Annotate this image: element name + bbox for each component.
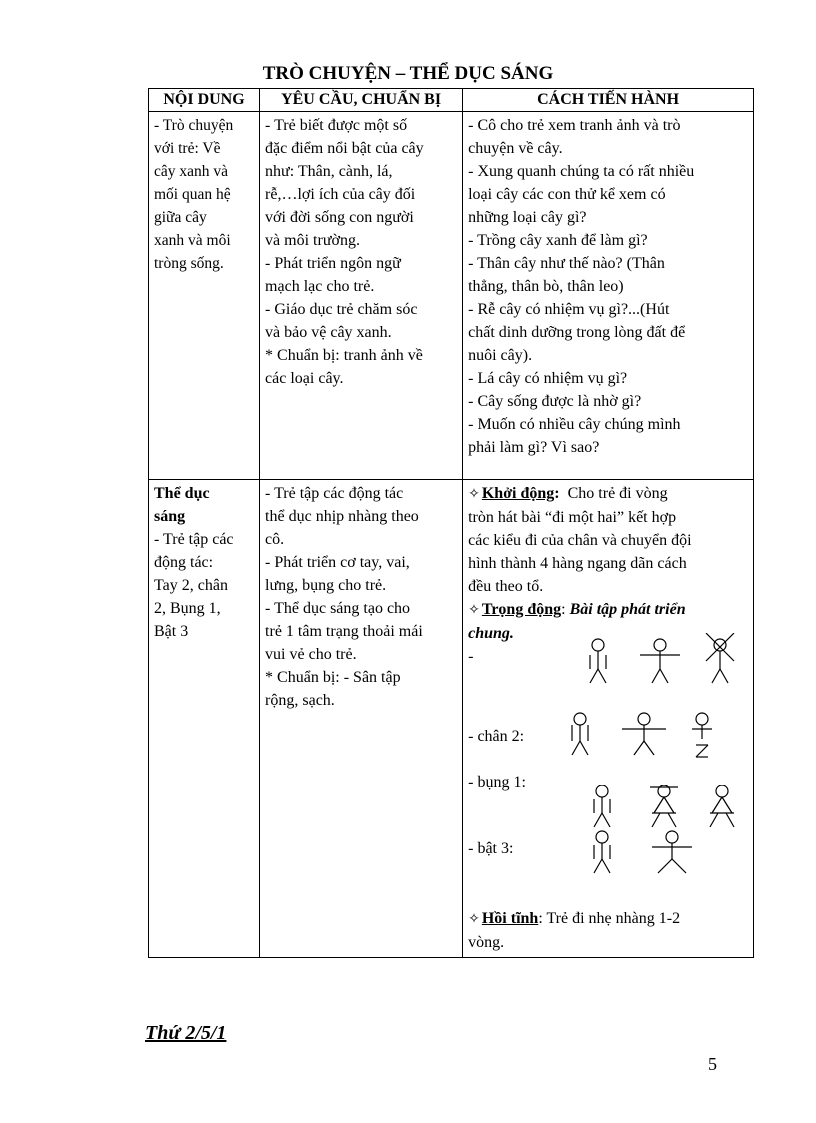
table-row: [149, 112, 754, 480]
text-line: - Trẻ tập các: [154, 531, 234, 548]
text-line: Bật 3: [154, 623, 189, 640]
text-line: Tay 2, chân: [154, 577, 228, 594]
warmup-line: ✧ Khởi động: Cho trẻ đi vòng: [468, 485, 668, 502]
text-line: nuôi cây).: [468, 347, 533, 364]
text-line: - Rễ cây có nhiệm vụ gì?...(Hút: [468, 301, 670, 318]
text-line: loại cây các con thử kể xem có: [468, 186, 666, 203]
text-line: Cho trẻ đi vòng: [567, 485, 668, 502]
row2-requirements: [260, 480, 463, 958]
text-line: trẻ 1 tâm trạng thoải mái: [265, 623, 423, 640]
text-line: 2, Bụng 1,: [154, 600, 221, 617]
text-line: vòng.: [468, 934, 505, 951]
header-content: NỘI DUNG: [149, 89, 260, 112]
text-line: - Phát triển cơ tay, vai,: [265, 554, 410, 571]
text-line: tròng sống.: [154, 255, 224, 272]
cooldown-label: Hồi tĩnh: [481, 910, 539, 927]
text-line: động tác:: [154, 554, 214, 571]
stick-figure-icon: [568, 711, 728, 761]
text-line: đều theo tổ.: [468, 578, 544, 595]
page-title: TRÒ CHUYỆN – THỂ DỤC SÁNG: [262, 63, 554, 84]
exercise-label: -: [468, 648, 474, 665]
exercise-belly: [468, 771, 748, 837]
diamond-cross-icon: ✧: [468, 487, 480, 502]
row2-procedure: [463, 480, 754, 958]
text-line: rộng, sạch.: [265, 692, 335, 709]
row1-content: [149, 112, 260, 480]
text-line: các loại cây.: [265, 370, 344, 387]
exercise-jump: [468, 837, 748, 907]
main-title: Bài tập phát triển: [569, 601, 686, 618]
exercise-leg: [468, 725, 748, 771]
main-title-2: chung.: [468, 625, 514, 642]
text-line: phải làm gì? Vì sao?: [468, 439, 600, 456]
text-line: mối quan hệ: [154, 186, 231, 203]
text-line: * Chuẩn bị: - Sân tập: [265, 669, 401, 686]
text-line: các kiểu đi của chân và chuyển đội: [468, 532, 692, 549]
text-line: - Giáo dục trẻ chăm sóc: [265, 301, 418, 318]
text-line: - Trẻ tập các động tác: [265, 485, 404, 502]
text-line: - Trò chuyện: [154, 117, 234, 134]
text-line: chất dinh dưỡng trong lòng đất để: [468, 324, 686, 341]
header-procedure: CÁCH TIẾN HÀNH: [463, 89, 754, 112]
lesson-table: [148, 88, 754, 958]
text-line: xanh và môi: [154, 232, 231, 249]
table-row: [149, 480, 754, 958]
text-line: - Trồng cây xanh để làm gì?: [468, 232, 648, 249]
warmup-label: Khởi động: [481, 485, 555, 502]
text-line: * Chuẩn bị: tranh ảnh về: [265, 347, 423, 364]
text-line: cây xanh và: [154, 163, 229, 180]
text-line: những loại cây gì?: [468, 209, 587, 226]
exercise-label: - chân 2:: [468, 728, 525, 745]
text-line: thể dục nhịp nhàng theo: [265, 508, 419, 525]
text-line: tròn hát bài “đi một hai” kết hợp: [468, 509, 677, 526]
row2-content: [149, 480, 260, 958]
footer-date: Thứ 2/5/1: [145, 1022, 227, 1044]
row1-procedure: [463, 112, 754, 480]
text-line: chuyện về cây.: [468, 140, 563, 157]
text-line: thẳng, thân bò, thân leo): [468, 278, 624, 295]
text-line: - Trẻ biết được một số: [265, 117, 408, 134]
text-line: - Thân cây như thế nào? (Thân: [468, 255, 665, 272]
text-line: - Cây sống được là nhờ gì?: [468, 393, 642, 410]
main-label: Trọng động: [481, 601, 562, 618]
text-line: với đời sống con người: [265, 209, 414, 226]
table-header-row: [149, 89, 754, 112]
text-line: đặc điểm nổi bật của cây: [265, 140, 424, 157]
diamond-cross-icon: ✧: [468, 603, 480, 618]
diamond-cross-icon: ✧: [468, 912, 480, 927]
text-line: - Cô cho trẻ xem tranh ảnh và trò: [468, 117, 681, 134]
text-line: hình thành 4 hàng ngang dãn cách: [468, 555, 687, 572]
text-line: lưng, bụng cho trẻ.: [265, 577, 387, 594]
text-line: giữa cây: [154, 209, 207, 226]
text-line: cô.: [265, 531, 285, 548]
exercise-label: - bụng 1:: [468, 774, 526, 791]
main-line: ✧ Trọng động: Bài tập phát triển: [468, 601, 686, 618]
stick-figure-icon: [590, 829, 700, 879]
stick-figure-icon: [590, 785, 740, 835]
text-line: - Phát triển ngôn ngữ: [265, 255, 401, 272]
text-line: và môi trường.: [265, 232, 360, 249]
page-number: 5: [708, 1054, 717, 1074]
cooldown-line: ✧ Hồi tĩnh: Trẻ đi nhẹ nhàng 1-2: [468, 910, 681, 927]
text-line: rễ,…lợi ích của cây đối: [265, 186, 416, 203]
text-line: vui vẻ cho trẻ.: [265, 646, 357, 663]
text-line: Thể dục: [154, 485, 210, 502]
text-line: với trẻ: Về: [154, 140, 221, 157]
stick-figure-icon: [588, 633, 748, 693]
text-line: và bảo vệ cây xanh.: [265, 324, 392, 341]
text-line: mạch lạc cho trẻ.: [265, 278, 375, 295]
text-line: - Lá cây có nhiệm vụ gì?: [468, 370, 628, 387]
text-line: như: Thân, cành, lá,: [265, 163, 393, 180]
exercise-label: - bật 3:: [468, 840, 514, 857]
header-requirements: YÊU CẦU, CHUẨN BỊ: [260, 89, 463, 112]
text-line: Trẻ đi nhẹ nhàng 1-2: [546, 910, 681, 927]
row1-requirements: [260, 112, 463, 480]
text-line: - Muốn có nhiều cây chúng mình: [468, 416, 681, 433]
text-line: - Thể dục sáng tạo cho: [265, 600, 411, 617]
text-line: - Xung quanh chúng ta có rất nhiều: [468, 163, 695, 180]
text-line: sáng: [154, 508, 186, 525]
